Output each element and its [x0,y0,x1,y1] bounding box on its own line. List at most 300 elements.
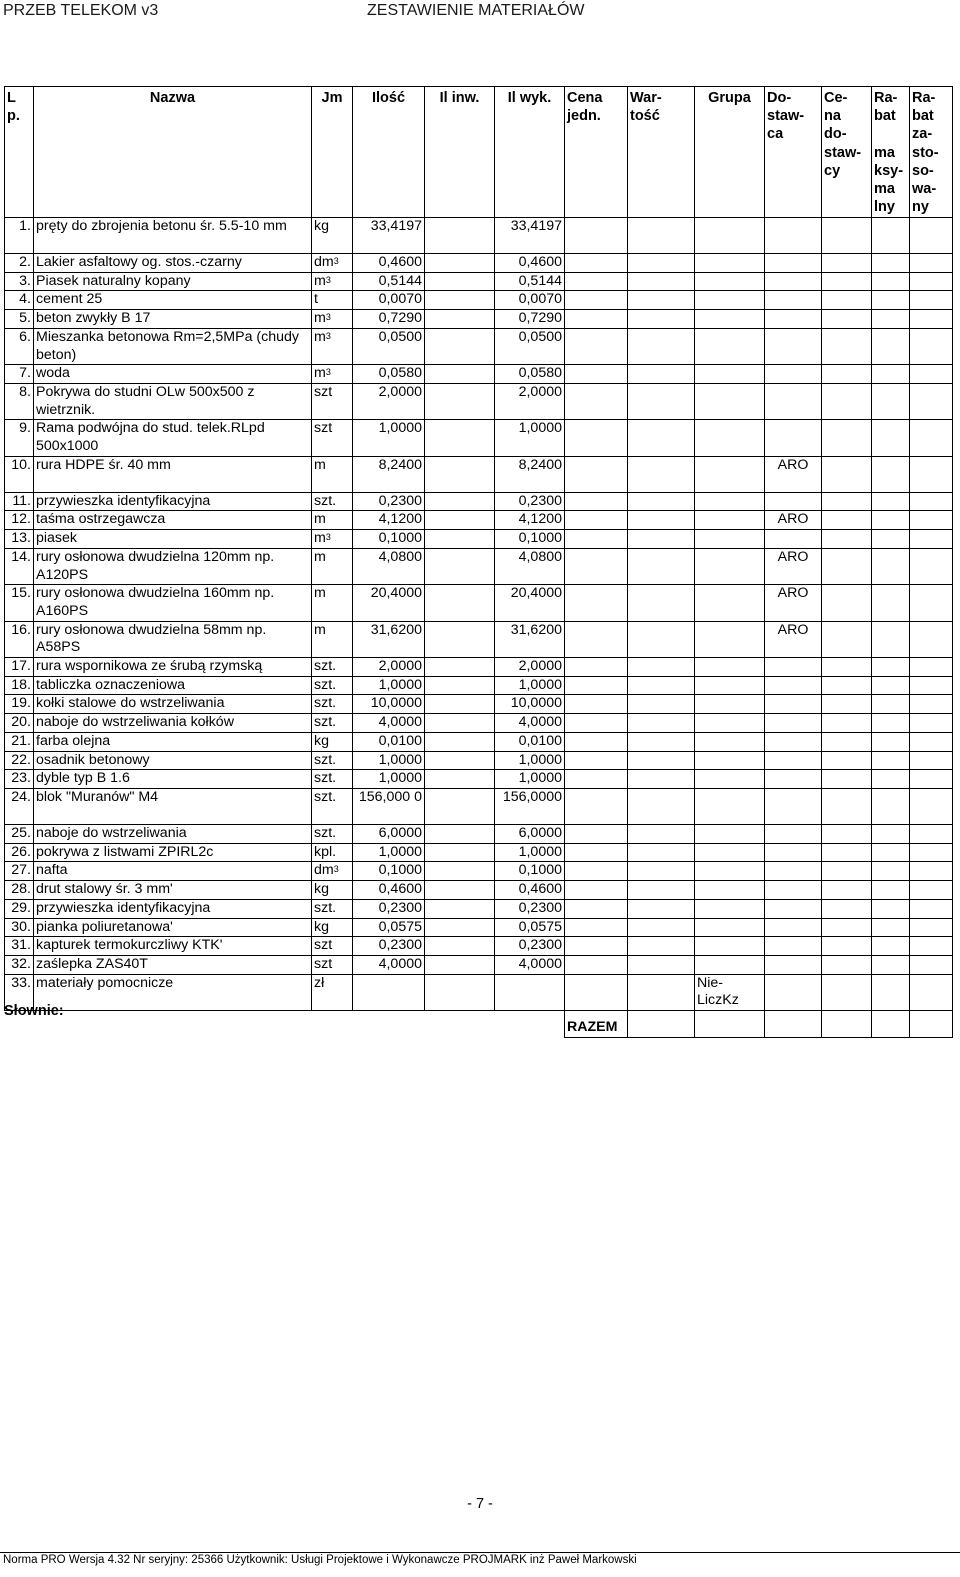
cell-quantity-wyk: 0,0070 [495,291,565,310]
cell-quantity-inw [425,732,495,751]
cell-supplier [765,862,822,881]
cell-value [628,862,695,881]
cell-quantity: 0,2300 [353,899,425,918]
cell-unit-price [565,420,628,456]
cell-lp: 3. [5,272,34,291]
cell-unit-price [565,328,628,364]
column-header-nazwa: Nazwa [34,87,312,218]
column-header-lp: L p. [5,87,34,218]
table-row [5,585,953,621]
cell-value [628,310,695,329]
cell-quantity-inw [425,530,495,549]
cell-value [628,511,695,530]
cell-value [628,658,695,677]
cell-group [695,383,765,419]
unit-text: dm [314,862,334,879]
cell-supplier: ARO [765,621,822,657]
table-row [5,918,953,937]
cell-quantity-inw [425,272,495,291]
unit-text: szt. [314,492,337,509]
cell-unit [312,714,353,733]
unit-text: m [314,456,326,473]
table-row [5,824,953,843]
column-header-ilinw: Il inw. [425,87,495,218]
cell-supplier-price [822,732,872,751]
cell-quantity: 156,000 0 [353,788,425,824]
summary-row [5,1011,953,1038]
summary-cell [34,1011,312,1038]
cell-material-name: drut stalowy śr. 3 mm' [34,881,312,900]
cell-group [695,770,765,789]
unit-text: m [314,272,326,289]
cell-quantity: 20,4000 [353,585,425,621]
cell-lp: 33. [5,974,34,1010]
cell-quantity-wyk: 0,1000 [495,862,565,881]
cell-supplier-price [822,899,872,918]
cell-quantity: 1,0000 [353,751,425,770]
cell-lp: 13. [5,530,34,549]
cell-quantity-inw [425,899,495,918]
summary-cell [695,1011,765,1038]
cell-quantity-wyk [495,974,565,1010]
cell-discount-max [872,272,910,291]
table-row [5,732,953,751]
cell-supplier: ARO [765,511,822,530]
cell-supplier [765,272,822,291]
cell-supplier [765,714,822,733]
table-row [5,862,953,881]
cell-quantity-wyk: 10,0000 [495,695,565,714]
cell-discount-max [872,843,910,862]
cell-unit [312,420,353,456]
column-header-rabmax: Ra- bat ma ksy- ma lny [872,87,910,218]
cell-quantity-inw [425,751,495,770]
cell-quantity-wyk: 33,4197 [495,218,565,254]
cell-discount-applied [910,881,953,900]
cell-quantity: 0,5144 [353,272,425,291]
unit-text: szt. [314,770,337,787]
cell-supplier-price [822,585,872,621]
cell-group [695,530,765,549]
cell-unit [312,732,353,751]
cell-value [628,843,695,862]
cell-quantity-inw [425,456,495,492]
cell-discount-max [872,621,910,657]
cell-unit-price [565,918,628,937]
cell-discount-max [872,751,910,770]
cell-unit [312,937,353,956]
unit-exponent: 3 [333,864,339,875]
unit-text: szt [314,383,333,400]
cell-discount-applied [910,272,953,291]
cell-supplier-price [822,955,872,974]
cell-unit [312,843,353,862]
cell-lp: 11. [5,492,34,511]
cell-unit-price [565,456,628,492]
cell-quantity-wyk: 1,0000 [495,420,565,456]
cell-supplier [765,955,822,974]
cell-lp: 6. [5,328,34,364]
cell-unit-price [565,658,628,677]
cell-discount-applied [910,714,953,733]
cell-supplier [765,881,822,900]
cell-supplier [765,383,822,419]
cell-lp: 29. [5,899,34,918]
cell-value [628,955,695,974]
cell-unit [312,272,353,291]
cell-lp: 25. [5,824,34,843]
table-row [5,456,953,492]
page-number: - 7 - [467,1496,493,1512]
cell-supplier [765,937,822,956]
cell-discount-max [872,788,910,824]
column-header-jm: Jm [312,87,353,218]
cell-unit [312,492,353,511]
column-header-rabzast: Ra- bat za- sto- so- wa- ny [910,87,953,218]
unit-exponent: 3 [325,274,331,285]
cell-material-name: naboje do wstrzeliwania kołków [34,714,312,733]
table-row [5,548,953,584]
cell-material-name: przywieszka identyfikacyjna [34,492,312,511]
cell-discount-applied [910,254,953,273]
table-row [5,492,953,511]
cell-unit [312,383,353,419]
cell-quantity: 31,6200 [353,621,425,657]
cell-value [628,585,695,621]
cell-quantity-wyk: 0,4600 [495,254,565,273]
column-header-cenadost: Ce- na do- staw- cy [822,87,872,218]
cell-discount-max [872,937,910,956]
cell-discount-max [872,695,910,714]
summary-cell [765,1011,822,1038]
unit-text: kg [314,732,329,749]
unit-text: szt. [314,695,337,712]
unit-text: m [314,310,326,327]
cell-lp: 21. [5,732,34,751]
cell-unit-price [565,899,628,918]
table-row [5,955,953,974]
cell-lp: 4. [5,291,34,310]
cell-discount-max [872,770,910,789]
cell-discount-applied [910,843,953,862]
table-row [5,770,953,789]
cell-discount-max [872,585,910,621]
cell-lp: 7. [5,365,34,384]
cell-material-name: rury osłonowa dwudzielna 160mm np. A160PS [34,585,312,621]
cell-quantity-wyk: 4,0800 [495,548,565,584]
unit-text: szt. [314,899,337,916]
unit-text: kg [314,918,329,935]
cell-discount-max [872,254,910,273]
cell-quantity: 2,0000 [353,658,425,677]
unit-text: zł [314,974,325,991]
cell-material-name: Piasek naturalny kopany [34,272,312,291]
unit-text: m [314,530,326,547]
cell-discount-max [872,658,910,677]
cell-group [695,291,765,310]
cell-supplier-price [822,383,872,419]
cell-lp: 1. [5,218,34,254]
cell-group [695,881,765,900]
cell-unit-price [565,862,628,881]
page-footer [0,1552,960,1566]
cell-quantity-inw [425,511,495,530]
cell-lp: 30. [5,918,34,937]
cell-group [695,272,765,291]
cell-quantity-wyk: 4,1200 [495,511,565,530]
table-row [5,420,953,456]
cell-quantity-wyk: 0,0500 [495,328,565,364]
cell-unit-price [565,254,628,273]
cell-group [695,676,765,695]
cell-discount-applied [910,899,953,918]
cell-quantity-wyk: 1,0000 [495,770,565,789]
cell-supplier [765,328,822,364]
cell-quantity-inw [425,291,495,310]
cell-group [695,955,765,974]
cell-group [695,714,765,733]
cell-value [628,291,695,310]
cell-value [628,328,695,364]
cell-quantity: 0,2300 [353,492,425,511]
summary-cell [312,1011,353,1038]
cell-supplier-price [822,676,872,695]
cell-unit-price [565,788,628,824]
cell-discount-applied [910,530,953,549]
cell-supplier-price [822,918,872,937]
cell-quantity: 0,4600 [353,881,425,900]
cell-discount-applied [910,751,953,770]
cell-quantity-inw [425,862,495,881]
cell-material-name: zaślepka ZAS40T [34,955,312,974]
cell-lp: 15. [5,585,34,621]
cell-supplier-price [822,658,872,677]
cell-value [628,770,695,789]
table-row [5,254,953,273]
cell-quantity: 4,1200 [353,511,425,530]
cell-discount-applied [910,955,953,974]
cell-material-name: nafta [34,862,312,881]
summary-cell [628,1011,695,1038]
cell-discount-applied [910,658,953,677]
cell-unit-price [565,310,628,329]
cell-supplier-price [822,751,872,770]
cell-quantity-wyk: 0,2300 [495,492,565,511]
cell-lp: 26. [5,843,34,862]
cell-unit-price [565,824,628,843]
cell-supplier [765,974,822,1010]
cell-unit-price [565,676,628,695]
footer-text: Norma PRO Wersja 4.32 Nr seryjny: 25366 Użytkownik: Usługi Projektowe i Wykonawcze PROJMARK inż Paweł Markowski [3,1554,637,1566]
unit-text: szt [314,955,333,972]
cell-quantity-wyk: 0,5144 [495,272,565,291]
cell-lp: 14. [5,548,34,584]
cell-unit-price [565,751,628,770]
cell-unit [312,770,353,789]
cell-discount-max [872,420,910,456]
cell-supplier-price [822,621,872,657]
cell-value [628,621,695,657]
cell-supplier [765,899,822,918]
cell-discount-max [872,714,910,733]
cell-unit-price [565,937,628,956]
cell-discount-applied [910,585,953,621]
cell-supplier-price [822,328,872,364]
cell-supplier [765,695,822,714]
cell-supplier-price [822,881,872,900]
cell-unit-price [565,272,628,291]
cell-quantity: 1,0000 [353,420,425,456]
cell-quantity-inw [425,788,495,824]
cell-quantity-inw [425,383,495,419]
cell-unit [312,456,353,492]
cell-material-name: przywieszka identyfikacyjna [34,899,312,918]
cell-material-name: cement 25 [34,291,312,310]
cell-unit-price [565,770,628,789]
cell-unit [312,881,353,900]
cell-unit-price [565,585,628,621]
unit-exponent: 3 [325,367,331,378]
cell-material-name: rury osłonowa dwudzielna 58mm np. A58PS [34,621,312,657]
column-header-dostawca: Do- staw- ca [765,87,822,218]
unit-text: m [314,621,326,638]
cell-quantity-inw [425,843,495,862]
cell-value [628,824,695,843]
column-header-wartosc: War- tość [628,87,695,218]
unit-text: szt [314,937,333,954]
cell-supplier-price [822,530,872,549]
cell-value [628,365,695,384]
cell-group [695,585,765,621]
cell-quantity: 6,0000 [353,824,425,843]
cell-quantity: 0,0575 [353,918,425,937]
unit-text: m [314,585,326,602]
cell-quantity: 0,2300 [353,937,425,956]
cell-group [695,751,765,770]
cell-quantity-wyk: 0,7290 [495,310,565,329]
cell-quantity-wyk: 0,2300 [495,937,565,956]
cell-quantity-wyk: 0,0575 [495,918,565,937]
cell-group [695,658,765,677]
cell-quantity-wyk: 4,0000 [495,714,565,733]
cell-supplier-price [822,310,872,329]
cell-quantity-wyk: 20,4000 [495,585,565,621]
cell-unit-price [565,291,628,310]
page-header [0,2,960,26]
cell-quantity-wyk: 4,0000 [495,955,565,974]
cell-quantity-inw [425,310,495,329]
summary-cell [495,1011,565,1038]
cell-unit [312,511,353,530]
cell-discount-max [872,530,910,549]
cell-value [628,676,695,695]
cell-supplier [765,492,822,511]
cell-quantity-inw [425,676,495,695]
table-row [5,328,953,364]
cell-discount-applied [910,548,953,584]
cell-supplier [765,751,822,770]
cell-supplier [765,420,822,456]
cell-discount-max [872,862,910,881]
cell-supplier [765,918,822,937]
cell-supplier: ARO [765,548,822,584]
cell-discount-applied [910,511,953,530]
cell-value [628,548,695,584]
cell-supplier-price [822,974,872,1010]
cell-material-name: piasek [34,530,312,549]
cell-quantity: 2,0000 [353,383,425,419]
cell-lp: 32. [5,955,34,974]
cell-material-name: rura HDPE śr. 40 mm [34,456,312,492]
table-row [5,291,953,310]
cell-supplier-price [822,770,872,789]
cell-unit-price [565,974,628,1010]
summary-cell [822,1011,872,1038]
cell-quantity: 0,7290 [353,310,425,329]
cell-supplier-price [822,492,872,511]
column-header-grupa: Grupa [695,87,765,218]
cell-lp: 20. [5,714,34,733]
cell-quantity-wyk: 0,4600 [495,881,565,900]
table-row [5,714,953,733]
cell-unit [312,751,353,770]
table-row [5,974,953,1010]
table-row [5,751,953,770]
cell-quantity: 33,4197 [353,218,425,254]
cell-discount-applied [910,732,953,751]
cell-lp: 9. [5,420,34,456]
cell-quantity: 8,2400 [353,456,425,492]
unit-text: szt. [314,824,337,841]
cell-material-name: Pokrywa do studni OLw 500x500 z wietrznik. [34,383,312,419]
cell-quantity-wyk: 1,0000 [495,751,565,770]
cell-unit [312,328,353,364]
cell-quantity: 4,0800 [353,548,425,584]
cell-supplier [765,676,822,695]
cell-group [695,695,765,714]
cell-material-name: naboje do wstrzeliwania [34,824,312,843]
unit-exponent: 3 [325,312,331,323]
cell-unit [312,658,353,677]
cell-quantity-wyk: 156,0000 [495,788,565,824]
cell-value [628,751,695,770]
cell-group [695,788,765,824]
cell-supplier [765,365,822,384]
cell-supplier-price [822,291,872,310]
cell-lp: 5. [5,310,34,329]
cell-supplier-price [822,456,872,492]
cell-value [628,881,695,900]
table-row [5,881,953,900]
table-row [5,310,953,329]
cell-unit-price [565,732,628,751]
cell-material-name: Lakier asfaltowy og. stos.-czarny [34,254,312,273]
cell-supplier-price [822,843,872,862]
unit-text: m [314,548,326,565]
cell-quantity: 1,0000 [353,770,425,789]
cell-supplier [765,658,822,677]
cell-material-name: kołki stalowe do wstrzeliwania [34,695,312,714]
cell-quantity: 0,0070 [353,291,425,310]
unit-text: m [314,328,326,345]
cell-supplier [765,254,822,273]
cell-discount-max [872,732,910,751]
materials-table [4,86,953,1038]
cell-discount-max [872,511,910,530]
cell-quantity: 0,0100 [353,732,425,751]
cell-material-name: dyble typ B 1.6 [34,770,312,789]
cell-discount-max [872,899,910,918]
